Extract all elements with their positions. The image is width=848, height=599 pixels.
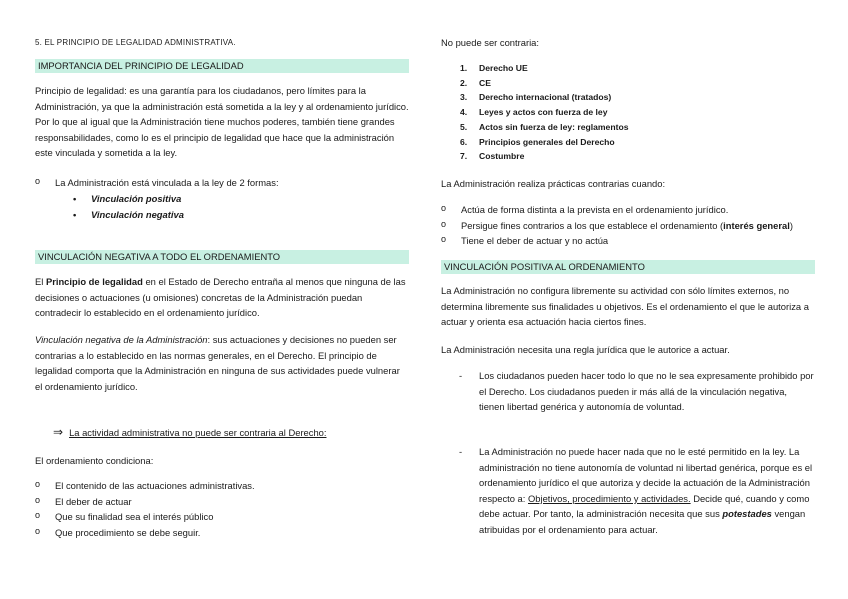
list-item: o Que procedimiento se debe seguir. — [35, 525, 409, 541]
list-item-label: Derecho UE — [479, 63, 528, 73]
text-run: Decide qué, cuando y como debe actuar. Por tanto, la administración necesita que sus — [479, 492, 810, 520]
para-principio: Principio de legalidad: es una garantía para los ciudadanos, pero límites para la Administración, ya que la administración está sometida a la ley y al ordenamiento jurídico. Por lo que al igual que la Administración tiene muchos poderes, también tiene grandes responsabilidades, como lo es el principio de legalidad que hace que la administración este vinculada y sometida a la ley. — [35, 85, 409, 159]
text-run: Persigue fines contrarios a los que establece el ordenamiento ( — [461, 219, 724, 231]
list-item: 2. CE — [460, 77, 491, 88]
list-item-label: Derecho internacional (tratados) — [479, 92, 612, 103]
heading-importancia: IMPORTANCIA DEL PRINCIPIO DE LEGALIDAD — [35, 59, 409, 73]
text-run-bold-italic: potestades — [722, 508, 772, 520]
list-item-label: Leyes y actos con fuerza de ley — [479, 107, 608, 118]
text-run: en el Estado de Derecho entraña al menos que ninguna de las decisiones o actuaciones (u omisiones) concretas de la Administración puedan contradecir lo establecido en el ordenamiento jurídico. — [35, 276, 406, 319]
para-estado — [35, 274, 409, 321]
para-positiva: La Administración no configura libremente su actividad con sólo límites externos, no determina libremente sus finalidades u objetivos. Es el ordenamiento el que le autoriza a actuar y orienta esa actuación hacia ciertos fines. — [441, 285, 809, 328]
dash-list-1 — [441, 368, 815, 415]
list-item: 1. Derecho UE — [460, 63, 528, 73]
list-item: • Vinculación positiva — [35, 191, 409, 207]
section-title: 5. EL PRINCIPIO DE LEGALIDAD ADMINISTRATIVA. — [35, 38, 236, 47]
right-arrow-icon: ⇒ — [53, 425, 64, 439]
practicas-intro: La Administración realiza prácticas contrarias cuando: — [441, 178, 666, 189]
list-item: o Actúa de forma distinta a la prevista en el ordenamiento jurídico. — [441, 202, 815, 218]
list-item-label: Costumbre — [479, 151, 525, 162]
dash-list-2 — [441, 444, 815, 538]
text-run-bold: interés general — [723, 219, 790, 231]
condiciona: El ordenamiento condiciona: — [35, 455, 154, 466]
text-run-bold: Principio de legalidad — [45, 276, 143, 287]
text-run: : sus actuaciones y decisiones no pueden ser contrarias a lo establecido en las normas generales, en el Derecho. El principio de legalidad comporta que la Administración en ninguna de sus actividades puede vulnerar el ordenamiento jurídico. — [35, 334, 400, 392]
arrow-line — [35, 425, 409, 441]
practicas-list — [441, 202, 815, 249]
text-run: vengan atribuidas por el ordenamiento para actuar. — [479, 508, 806, 535]
para-negativa — [35, 332, 409, 394]
list-item: 7. Costumbre — [460, 151, 525, 162]
vinculada-list — [35, 175, 409, 191]
list-item: o Que su finalidad sea el interés público — [35, 509, 409, 525]
list-item: o Tiene el deber de actuar y no actúa — [441, 233, 815, 249]
para-necesita: La Administración necesita una regla jurídica que le autorice a actuar. — [441, 344, 730, 355]
list-item: 3. Derecho internacional (tratados) — [460, 92, 612, 103]
list-item — [441, 444, 815, 538]
list-item: o El deber de actuar — [35, 494, 409, 510]
text-run: ) — [789, 219, 793, 231]
text-run: La Administración no puede hacer nada que no le esté permitido en la ley. La administración no tiene autonomía de voluntad ni libertad genérica, porque es el ordenamiento jurídico el que autoriza y decide la actuación de la Administración respecto a: — [479, 446, 813, 504]
text-run-italic: Vinculación negativa de la Administración — [35, 334, 208, 345]
list-item: 4. Leyes y actos con fuerza de ley — [460, 107, 608, 118]
vinculacion-forms — [35, 191, 409, 222]
arrow-text: La actividad administrativa no puede ser contraria al Derecho: — [69, 427, 327, 438]
text-run: El — [35, 276, 46, 287]
text-run-underline: Objetivos, procedimiento y actividades. — [528, 492, 691, 504]
heading-negativa: VINCULACIÓN NEGATIVA A TODO EL ORDENAMIENTO — [35, 250, 409, 264]
heading-positiva: VINCULACIÓN POSITIVA AL ORDENAMIENTO — [441, 260, 815, 274]
list-item — [441, 218, 815, 234]
list-item-label: CE — [479, 77, 491, 88]
list-item: o La Administración está vinculada a la ley de 2 formas: — [35, 175, 409, 191]
contraria-list — [441, 61, 815, 164]
no-puede: No puede ser contraria: — [441, 37, 539, 48]
list-item-label: Actos sin fuerza de ley: reglamentos — [479, 121, 629, 132]
list-item: 5. Actos sin fuerza de ley: reglamentos — [460, 121, 629, 132]
list-item: - Los ciudadanos pueden hacer todo lo que no le sea expresamente prohibido por el Derecho. Los ciudadanos pueden ir más allá de la vinculación negativa, tienen libertad genérica y autonomía de voluntad. — [441, 368, 815, 415]
list-item: 6. Principios generales del Derecho — [460, 136, 615, 147]
list-item-label: Principios generales del Derecho — [479, 136, 615, 147]
condiciona-list — [35, 478, 409, 540]
list-item: • Vinculación negativa — [35, 207, 409, 223]
list-item: o El contenido de las actuaciones administrativas. — [35, 478, 409, 494]
